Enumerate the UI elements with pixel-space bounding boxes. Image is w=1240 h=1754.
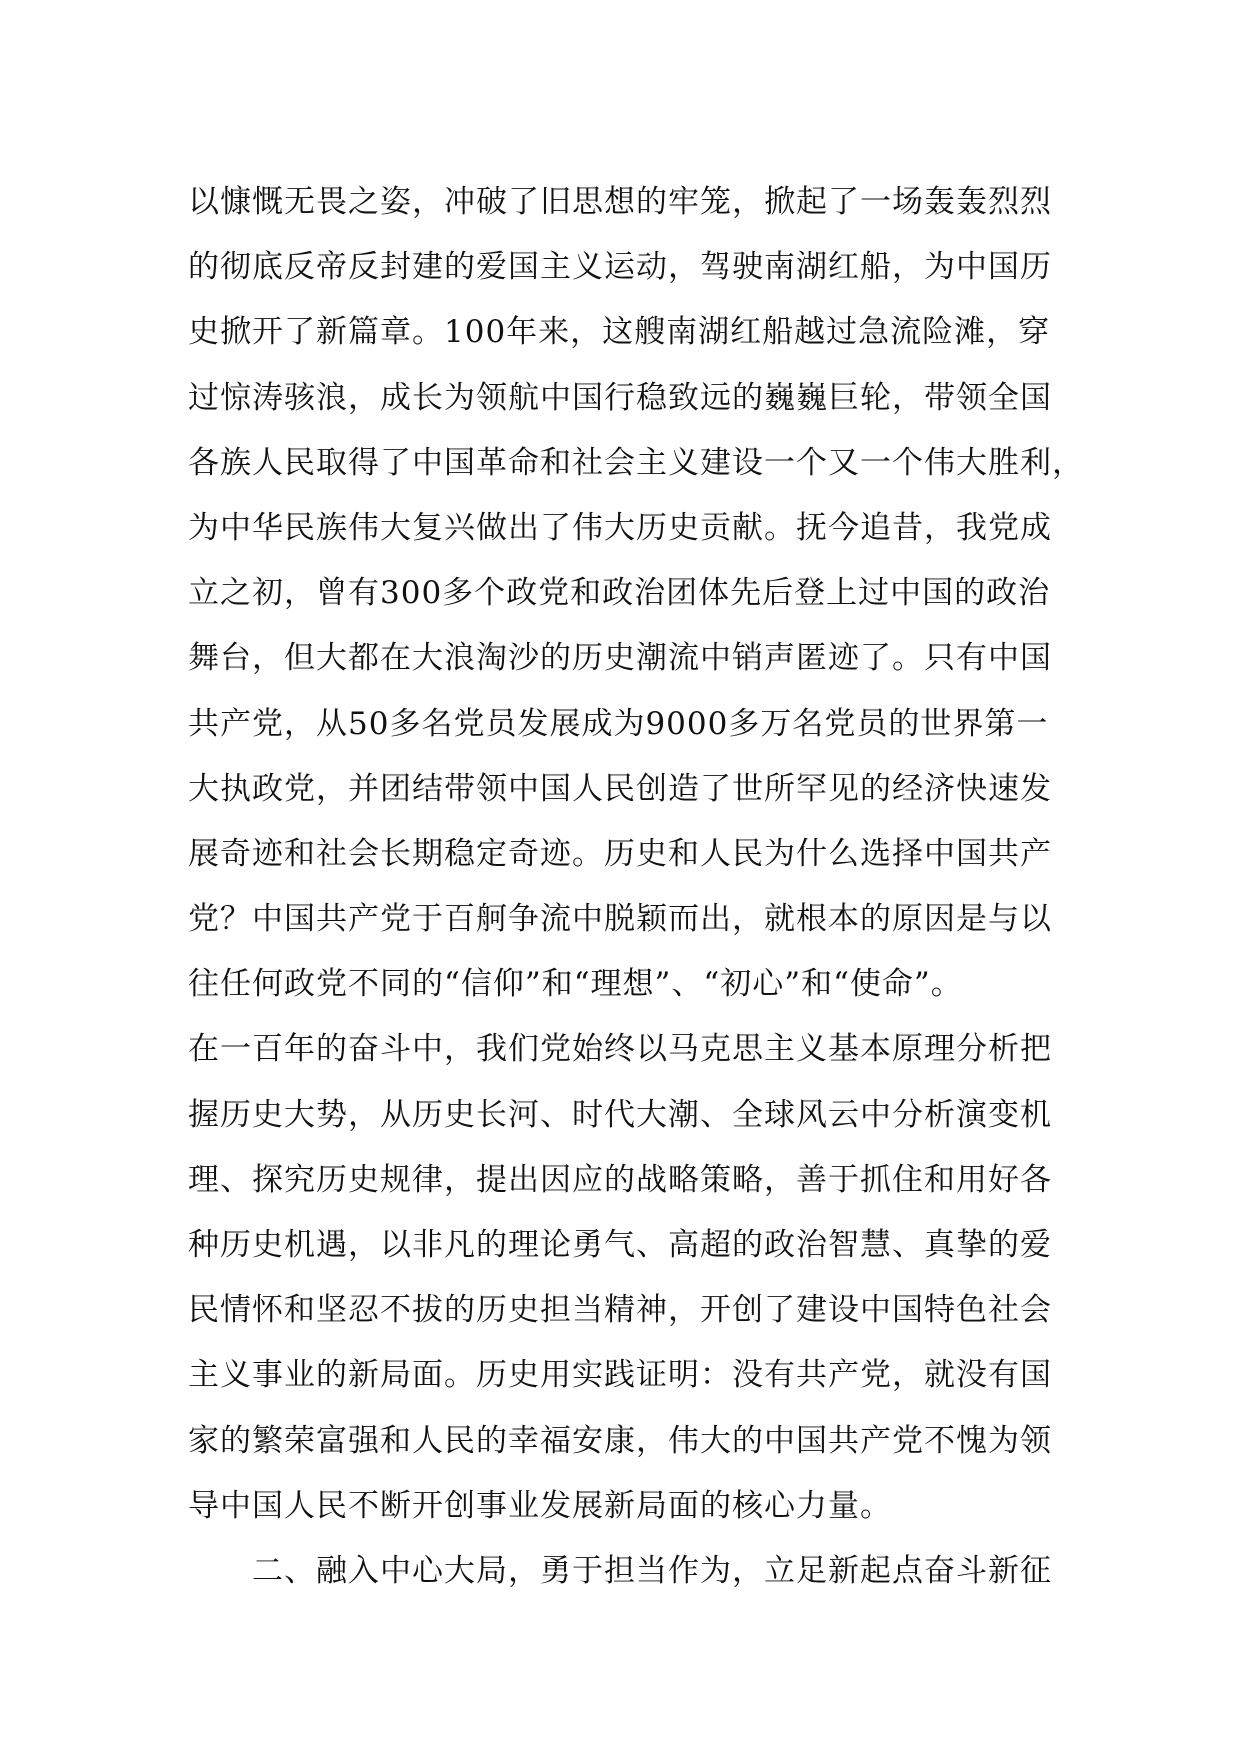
text-line: 立之初，曾有300多个政党和政治团体先后登上过中国的政治 bbox=[188, 575, 1051, 612]
text-line: 导中国人民不断开创事业发展新局面的核心力量。 bbox=[188, 1487, 892, 1524]
text-line: 的彻底反帝反封建的爱国主义运动，驾驶南湖红船，为中国历 bbox=[188, 249, 1052, 286]
text-line: 以慷慨无畏之姿，冲破了旧思想的牢笼，掀起了一场轰轰烈烈 bbox=[188, 184, 1052, 220]
body-text bbox=[188, 170, 1084, 1604]
text-line: 在一百年的奋斗中，我们党始终以马克思主义基本原理分析把 bbox=[188, 1031, 1052, 1068]
text-line: 舞台，但大都在大浪淘沙的历史潮流中销声匿迹了。只有中国 bbox=[188, 640, 1052, 677]
text-line: 民情怀和坚忍不拔的历史担当精神，开创了建设中国特色社会 bbox=[188, 1292, 1052, 1329]
text-line: 展奇迹和社会长期稳定奇迹。历史和人民为什么选择中国共产 bbox=[188, 835, 1052, 872]
text-line: 主义事业的新局面。历史用实践证明：没有共产党，就没有国 bbox=[188, 1357, 1052, 1394]
text-line: 大执政党，并团结带领中国人民创造了世所罕见的经济快速发 bbox=[188, 770, 1052, 807]
text-line: 往任何政党不同的“信仰”和“理想”、“初心”和“使命”。 bbox=[188, 966, 963, 1003]
text-line: 共产党，从50多名党员发展成为9000多万名党员的世界第一 bbox=[188, 705, 1049, 742]
text-line: 握历史大势，从历史长河、时代大潮、全球风云中分析演变机 bbox=[188, 1096, 1052, 1133]
text-line: 理、探究历史规律，提出因应的战略策略，善于抓住和用好各 bbox=[188, 1161, 1052, 1198]
section-heading: 二、融入中心大局，勇于担当作为，立足新起点奋斗新征 bbox=[252, 1552, 1052, 1589]
text-line: 各族人民取得了中国革命和社会主义建设一个又一个伟大胜利， bbox=[188, 444, 1084, 481]
text-line: 党？中国共产党于百舸争流中脱颖而出，就根本的原因是与以 bbox=[188, 901, 1052, 938]
text-line: 种历史机遇，以非凡的理论勇气、高超的政治智慧、真挚的爱 bbox=[188, 1227, 1052, 1263]
text-line: 为中华民族伟大复兴做出了伟大历史贡献。抚今追昔，我党成 bbox=[188, 509, 1052, 546]
text-line: 家的繁荣富强和人民的幸福安康，伟大的中国共产党不愧为领 bbox=[188, 1422, 1052, 1459]
text-line: 史掀开了新篇章。100年来，这艘南湖红船越过急流险滩，穿 bbox=[188, 314, 1051, 351]
text-line: 过惊涛骇浪，成长为领航中国行稳致远的巍巍巨轮，带领全国 bbox=[188, 379, 1052, 416]
